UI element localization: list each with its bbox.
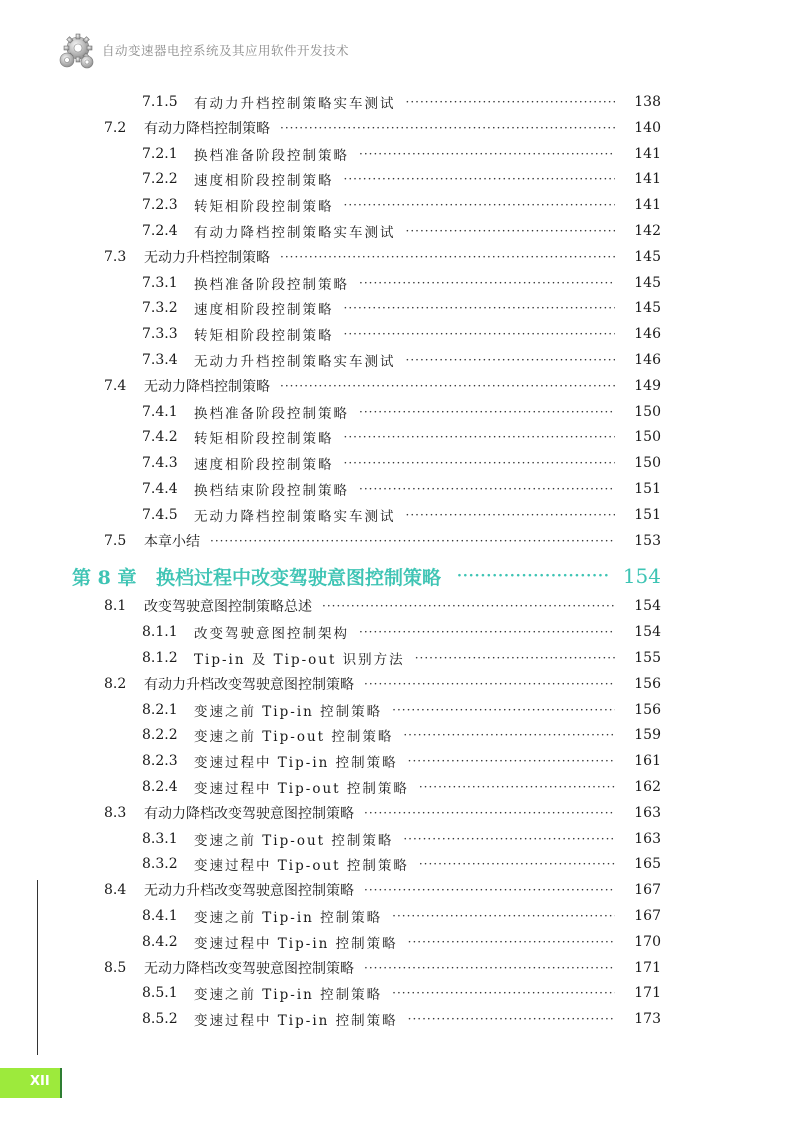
toc-entry[interactable] [0, 826, 798, 852]
toc-leader-dots [408, 1012, 615, 1026]
toc-entry-number: 7.3.2 [142, 300, 178, 317]
toc-leader-dots [364, 806, 615, 820]
toc-entry[interactable] [0, 244, 798, 270]
toc-leader-dots [359, 276, 615, 290]
book-title: 自动变速器电控系统及其应用软件开发技术 [102, 43, 350, 58]
toc-entry-page: 165 [634, 856, 661, 873]
toc-entry-title: 变速过程中 Tip-out 控制策略 [194, 858, 409, 875]
toc-leader-dots [344, 456, 616, 470]
toc-entry-page: 150 [634, 455, 661, 472]
toc-entry-number: 8.3.1 [142, 830, 178, 847]
toc-entry[interactable] [0, 645, 798, 671]
toc-entry-number: 7.4.5 [142, 506, 178, 523]
toc-entry-title: 变速之前 Tip-in 控制策略 [194, 703, 383, 720]
toc-entry-page: 161 [634, 753, 661, 770]
toc-entry-page: 162 [634, 779, 661, 795]
toc-entry-page: 146 [634, 352, 661, 368]
toc-entry-number: 8.4 [104, 882, 127, 899]
toc-leader-dots [322, 599, 615, 613]
toc-leader-dots [359, 625, 615, 639]
toc-entry-title: 改变驾驶意图控制架构 [194, 626, 349, 643]
toc-leader-dots [344, 172, 616, 186]
toc-entry[interactable] [0, 955, 798, 981]
toc-entry[interactable] [0, 399, 798, 425]
toc-entry[interactable] [0, 192, 798, 218]
toc-entry-number: 7.2.4 [142, 223, 178, 239]
toc-leader-dots [359, 405, 615, 419]
toc-entry-page: 173 [634, 1011, 661, 1028]
toc-entry-title: 换档过程中改变驾驶意图控制策略 [156, 566, 442, 589]
toc-leader-dots [403, 832, 615, 846]
toc-entry-number: 第 8 章 [72, 566, 137, 589]
toc-entry-title: 变速过程中 Tip-in 控制策略 [194, 935, 398, 952]
toc-leader-dots [419, 857, 615, 871]
page-number: XII [30, 1074, 50, 1089]
toc-leader-dots [392, 986, 615, 1000]
toc-entry[interactable] [0, 476, 798, 502]
toc-entry-page: 155 [634, 650, 661, 666]
toc-entry-page: 141 [634, 171, 661, 188]
toc-entry-title: 变速过程中 Tip-in 控制策略 [194, 755, 398, 772]
toc-entry-number: 8.5.2 [142, 1011, 178, 1028]
toc-entry[interactable] [0, 502, 798, 528]
toc-entry-number: 7.3.1 [142, 274, 178, 291]
toc-leader-dots [406, 508, 616, 522]
toc-entry-number: 8.2.2 [142, 727, 178, 744]
toc-entry-page: 156 [634, 701, 661, 718]
toc-entry[interactable] [0, 671, 798, 697]
toc-entry-number: 8.3 [104, 804, 127, 821]
toc-entry[interactable] [0, 980, 798, 1006]
toc-leader-dots [344, 430, 616, 444]
toc-entry-number: 7.3.3 [142, 326, 178, 343]
toc-entry-title: 有动力升档改变驾驶意图控制策略 [144, 676, 354, 693]
toc-entry-title: 有动力升档控制策略实车测试 [194, 96, 396, 112]
toc-leader-dots [403, 728, 615, 742]
toc-entry-title: 无动力升档控制策略 [144, 249, 270, 266]
toc-leader-dots [408, 754, 615, 768]
toc-leader-dots [457, 568, 609, 584]
toc-entry-page: 153 [634, 532, 661, 549]
toc-entry-number: 7.4.3 [142, 455, 178, 472]
toc-entry-number: 7.2.2 [142, 171, 178, 188]
toc-entry[interactable] [0, 115, 798, 141]
toc-entry-page: 145 [634, 248, 661, 265]
toc-entry-title: 转矩相阶段控制策略 [194, 199, 334, 216]
toc-entry-number: 7.3 [104, 248, 127, 265]
toc-entry-title: 速度相阶段控制策略 [194, 173, 334, 190]
toc-entry-number: 7.4.2 [142, 429, 178, 446]
gear-icon [56, 30, 96, 70]
toc-entry[interactable] [0, 774, 798, 800]
toc-entry-number: 8.2.4 [142, 779, 178, 795]
toc-entry-title: 换档准备阶段控制策略 [194, 147, 349, 164]
toc-entry-page: 163 [634, 804, 661, 821]
toc-entry[interactable] [0, 697, 798, 723]
toc-entry-page: 154 [634, 624, 661, 641]
toc-entry-page: 141 [634, 197, 661, 214]
margin-rule [37, 880, 38, 1055]
toc-entry-number: 8.1 [104, 598, 127, 615]
toc-leader-dots [415, 651, 615, 665]
toc-entry-page: 140 [634, 119, 661, 136]
toc-entry[interactable] [0, 800, 798, 826]
toc-entry-page: 149 [634, 377, 661, 394]
toc-leader-dots [280, 250, 615, 264]
toc-entry[interactable] [0, 528, 798, 554]
toc-entry[interactable] [0, 321, 798, 347]
toc-entry-title: 变速之前 Tip-in 控制策略 [194, 910, 383, 926]
toc-leader-dots [419, 780, 615, 794]
toc-entry-number: 8.1.1 [142, 624, 178, 641]
toc-leader-dots [406, 95, 616, 109]
toc-leader-dots [344, 301, 616, 315]
toc-entry-title: 换档准备阶段控制策略 [194, 276, 349, 293]
toc-entry-number: 7.3.4 [142, 352, 178, 368]
toc-entry-title: 本章小结 [144, 533, 200, 550]
toc-entry-title: Tip-in 及 Tip-out 识别方法 [194, 652, 405, 668]
toc-entry-number: 8.1.2 [142, 650, 178, 666]
toc-entry[interactable] [0, 373, 798, 399]
toc-entry-page: 151 [634, 481, 661, 497]
toc-entry-page: 150 [634, 403, 661, 420]
toc-entry-page: 150 [634, 429, 661, 446]
toc-entry-page: 159 [634, 727, 661, 744]
toc-leader-dots [210, 534, 615, 548]
toc-entry[interactable] [0, 748, 798, 774]
toc-entry-title: 速度相阶段控制策略 [194, 302, 334, 319]
toc-entry-number: 7.2 [104, 119, 127, 136]
toc-entry-page: 171 [634, 985, 661, 1002]
toc-entry[interactable] [0, 722, 798, 748]
toc-leader-dots [364, 883, 615, 897]
toc-entry-title: 无动力降档控制策略 [144, 378, 270, 395]
toc-entry-title: 无动力降档控制策略实车测试 [194, 508, 396, 525]
toc-entry-number: 8.4.1 [142, 908, 178, 924]
toc-entry-number: 8.4.2 [142, 933, 178, 950]
toc-entry-number: 8.2.3 [142, 753, 178, 770]
toc-entry-page: 170 [634, 933, 661, 950]
toc-entry-page: 145 [634, 300, 661, 317]
toc-entry-number: 7.2.1 [142, 145, 178, 162]
toc-leader-dots [359, 482, 615, 496]
toc-leader-dots [344, 198, 616, 212]
toc-entry-title: 有动力降档改变驾驶意图控制策略 [144, 805, 354, 822]
toc-entry-page: 163 [634, 830, 661, 847]
toc-entry[interactable] [0, 166, 798, 192]
toc-leader-dots [408, 935, 615, 949]
toc-leader-dots [364, 677, 615, 691]
toc-entry[interactable] [0, 89, 798, 115]
toc-entry-page: 167 [634, 882, 661, 899]
toc-entry[interactable] [0, 141, 798, 167]
toc-entry-title: 速度相阶段控制策略 [194, 457, 334, 474]
toc-entry-page: 145 [634, 274, 661, 291]
toc-entry-page: 156 [634, 675, 661, 692]
toc-entry-title: 无动力升档改变驾驶意图控制策略 [144, 883, 354, 900]
toc-entry-title: 转矩相阶段控制策略 [194, 431, 334, 448]
toc-entry-number: 8.5 [104, 959, 127, 976]
toc-entry[interactable] [0, 347, 798, 373]
toc-entry[interactable] [0, 877, 798, 903]
toc-entry[interactable] [0, 424, 798, 450]
toc-entry-title: 换档准备阶段控制策略 [194, 405, 349, 422]
toc-entry-page: 142 [634, 223, 661, 239]
toc-entry-page: 167 [634, 908, 661, 924]
toc-leader-dots [280, 121, 615, 135]
toc-leader-dots [280, 379, 615, 393]
running-header [56, 30, 349, 70]
toc-entry-title: 有动力降档控制策略 [144, 120, 270, 137]
toc-entry-title: 变速之前 Tip-out 控制策略 [194, 729, 394, 746]
toc-entry-page: 141 [634, 145, 661, 162]
toc-entry-number: 8.2.1 [142, 701, 178, 718]
toc-entry-title: 无动力降档改变驾驶意图控制策略 [144, 960, 354, 977]
toc-entry-number: 7.5 [104, 532, 127, 549]
toc-chapter-entry[interactable] [0, 559, 798, 593]
toc-entry-number: 8.2 [104, 675, 127, 692]
toc-entry-title: 改变驾驶意图控制策略总述 [144, 599, 312, 616]
toc-leader-dots [364, 961, 615, 975]
toc-entry-title: 变速之前 Tip-in 控制策略 [194, 987, 383, 1004]
toc-entry-number: 8.3.2 [142, 856, 178, 873]
toc-entry-title: 换档结束阶段控制策略 [194, 483, 349, 499]
page-number-tab [0, 1068, 62, 1098]
toc-entry[interactable] [0, 218, 798, 244]
toc-entry-page: 146 [634, 326, 661, 343]
toc-entry-number: 7.2.3 [142, 197, 178, 214]
toc-entry[interactable] [0, 903, 798, 929]
toc-entry[interactable] [0, 1006, 798, 1032]
toc-entry-page: 138 [634, 94, 661, 110]
toc-entry-page: 154 [622, 564, 661, 589]
toc-entry[interactable] [0, 619, 798, 645]
toc-leader-dots [392, 909, 615, 923]
toc-entry-title: 有动力降档控制策略实车测试 [194, 225, 396, 241]
toc-entry[interactable] [0, 593, 798, 619]
toc-entry[interactable] [0, 295, 798, 321]
toc-entry-title: 转矩相阶段控制策略 [194, 328, 334, 345]
toc-entry-number: 7.4.1 [142, 403, 178, 420]
toc-entry-number: 8.5.1 [142, 985, 178, 1002]
toc-entry[interactable] [0, 270, 798, 296]
toc-entry-number: 7.4 [104, 377, 127, 394]
toc-entry-title: 变速过程中 Tip-out 控制策略 [194, 781, 409, 797]
toc-entry-title: 变速之前 Tip-out 控制策略 [194, 832, 394, 849]
toc-entry-title: 无动力升档控制策略实车测试 [194, 354, 396, 370]
toc-entry[interactable] [0, 450, 798, 476]
toc-leader-dots [344, 327, 616, 341]
toc-entry-page: 171 [634, 959, 661, 976]
toc-entry-number: 7.1.5 [142, 94, 178, 110]
toc-entry[interactable] [0, 929, 798, 955]
toc-leader-dots [406, 224, 616, 238]
toc-entry-title: 变速过程中 Tip-in 控制策略 [194, 1013, 398, 1030]
toc-leader-dots [406, 353, 616, 367]
toc-leader-dots [359, 147, 615, 161]
toc-entry[interactable] [0, 851, 798, 877]
toc-leader-dots [392, 703, 615, 717]
toc-entry-page: 151 [634, 506, 661, 523]
toc-entry-page: 154 [634, 598, 661, 615]
toc-entry-number: 7.4.4 [142, 481, 178, 497]
